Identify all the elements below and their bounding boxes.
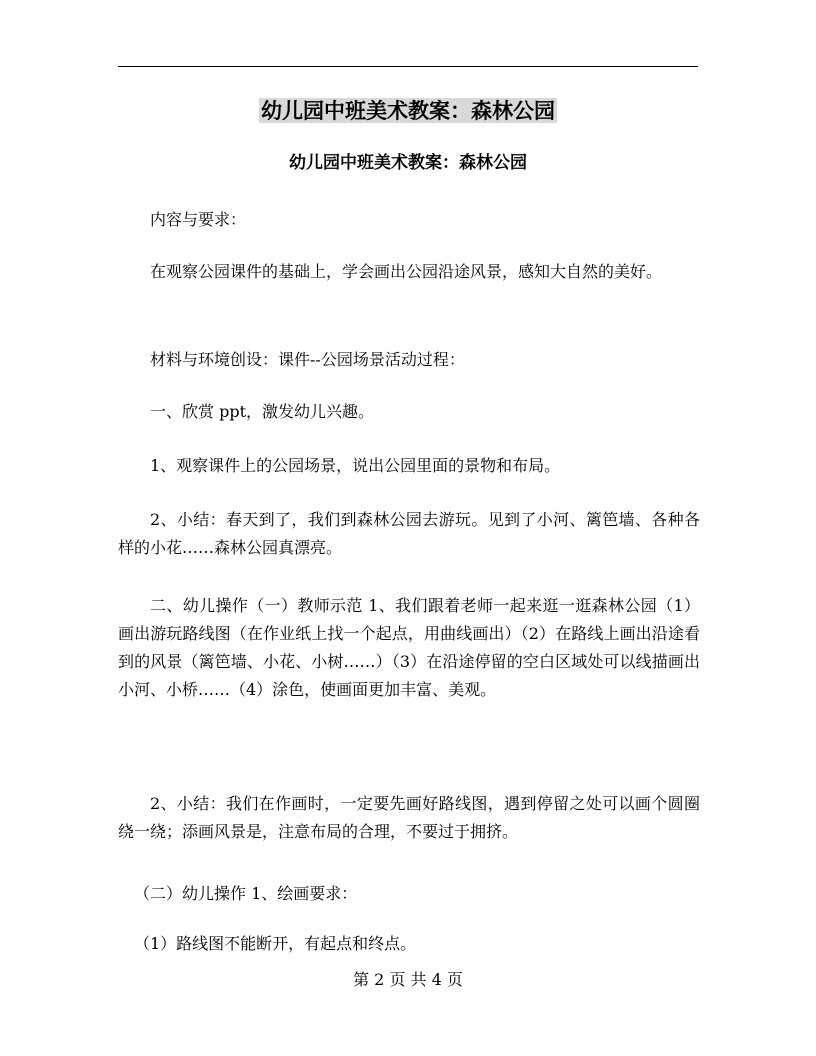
paragraph-route-requirement: （1）路线图不能断开，有起点和终点。: [134, 934, 417, 953]
paragraph-materials: 材料与环境创设：课件--公园场景活动过程：: [150, 350, 465, 369]
page-footer: 第 2 页 共 4 页: [353, 970, 463, 989]
paragraph-summary-one: 2、小结：春天到了，我们到森林公园去游玩。见到了小河、篱笆墙、各种各样的小花……森林公园真漂亮。: [118, 510, 700, 557]
document-title: 幼儿园中班美术教案：森林公园: [289, 153, 527, 173]
paragraph-step-one: 一、欣赏 ppt，激发幼儿兴趣。: [150, 402, 375, 421]
paragraph-summary-two: 2、小结：我们在作画时，一定要先画好路线图，遇到停留之处可以画个圆圈绕一绕；添画风景是，注意布局的合理，不要过于拥挤。: [118, 794, 700, 841]
paragraph-requirements: 在观察公园课件的基础上，学会画出公园沿途风景，感知大自然的美好。: [150, 262, 663, 281]
page-header-title: [0, 96, 816, 126]
header-title-text: 幼儿园中班美术教案：森林公园: [261, 98, 555, 123]
header-rule: [118, 66, 698, 67]
paragraph-child-operation: （二）幼儿操作 1、绘画要求：: [134, 884, 358, 903]
paragraph-step-two: 二、幼儿操作（一）教师示范 1、我们跟着老师一起来逛一逛森林公园（1）画出游玩路线图（在作业纸上找一个起点，用曲线画出）（2）在路线上画出沿途看到的风景（篱笆墙、小花、小树……）（3）在沿途停留的空白区域处可以线描画出小河、小桥……（4）涂色，使画面更加丰富、美观。: [118, 596, 700, 699]
paragraph-content-requirements-heading: 内容与要求：: [150, 210, 247, 229]
paragraph-observe: 1、观察课件上的公园场景，说出公园里面的景物和布局。: [150, 456, 561, 475]
